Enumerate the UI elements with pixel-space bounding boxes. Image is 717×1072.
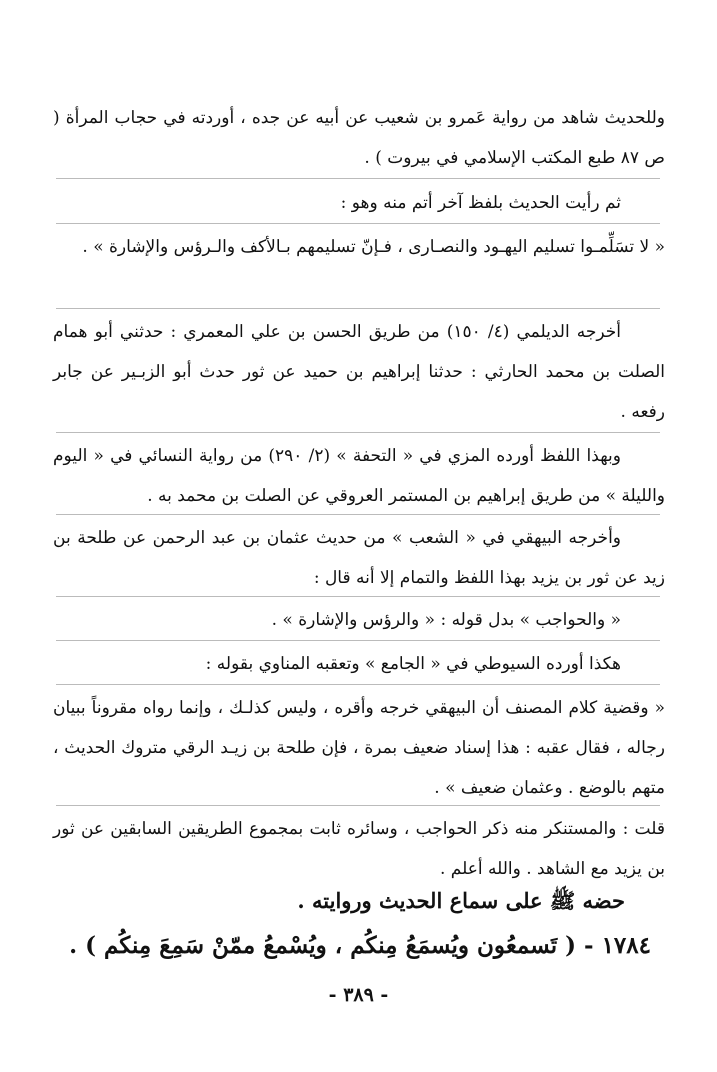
divider [56,640,660,641]
paragraph-quote-greeting: « لا تسَلِّمـوا تسليم اليهـود والنصـارى ، فـإنّ تسليمهم بـالأكف والـرؤس والإشارة » . [82,237,665,257]
divider [56,223,660,224]
paragraph-other-wording: ثم رأيت الحديث بلفظ آخر أتم منه وهو : [340,193,621,213]
divider [56,805,660,806]
paragraph-mizzi: وبهذا اللفظ أورده المزي في « التحفة » (٢/ ٢٩٠) من رواية النسائي في « اليوم والليلة » من طريق إبراهيم بن المستمر العروقي عن الصلت بن محمد به . [53,446,665,506]
paragraph-munawi-quote: « وقضية كلام المصنف أن البيهقي خرجه وأقره ، وليس كذلـك ، وإنما رواه مقروناً ببيان رجاله ، فقال عقبه : هذا إسناد ضعيف بمرة ، فإن طلحة بن زيـد الرقي متروك الحديث ، متهم بالوضع . وعثمان ضعيف » . [53,698,665,798]
paragraph-daylami: أخرجه الديلمي (٤/ ١٥٠) من طريق الحسن بن علي المعمري : حدثني أبو همام الصلت بن محمد الحارثي : حدثنا إبراهيم بن حميد عن ثور حدث أبو الزبـير عن جابر رفعه . [53,322,665,422]
divider [56,432,660,433]
paragraph-eyebrows: « والحواجب » بدل قوله : « والرؤس والإشارة » . [271,610,621,630]
hadith-text: ١٧٨٤ - ( تَسمعُون ويُسمَعُ مِنكُم ، ويُسْمعُ ممّنْ سَمِعَ مِنكُم ) . [69,932,651,959]
section-heading: حضه ﷺ على سماع الحديث وروايته . [297,888,625,913]
paragraph-bayhaqi: وأخرجه البيهقي في « الشعب » من حديث عثمان بن عبد الرحمن عن طلحة بن زيد عن ثور بن يزيد بهذا اللفظ والتمام إلا أنه قال : [53,528,665,588]
page-number: - ٣٨٩ - [328,984,389,1006]
divider [56,178,660,179]
divider [56,596,660,597]
paragraph-witness: وللحديث شاهد من رواية عَمرو بن شعيب عن أبيه عن جده ، أوردته في حجاب المرأة ( ص ٨٧ طبع المكتب الإسلامي في بيروت ) . [53,108,665,168]
divider [56,308,660,309]
divider [56,684,660,685]
paragraph-conclusion: قلت : والمستنكر منه ذكر الحواجب ، وسائره ثابت بمجموع الطريقين السابقين عن ثور بن يزيد مع الشاهد . والله أعلم . [53,819,665,879]
paragraph-suyuti: هكذا أورده السيوطي في « الجامع » وتعقبه المناوي بقوله : [205,654,621,674]
divider [56,514,660,515]
